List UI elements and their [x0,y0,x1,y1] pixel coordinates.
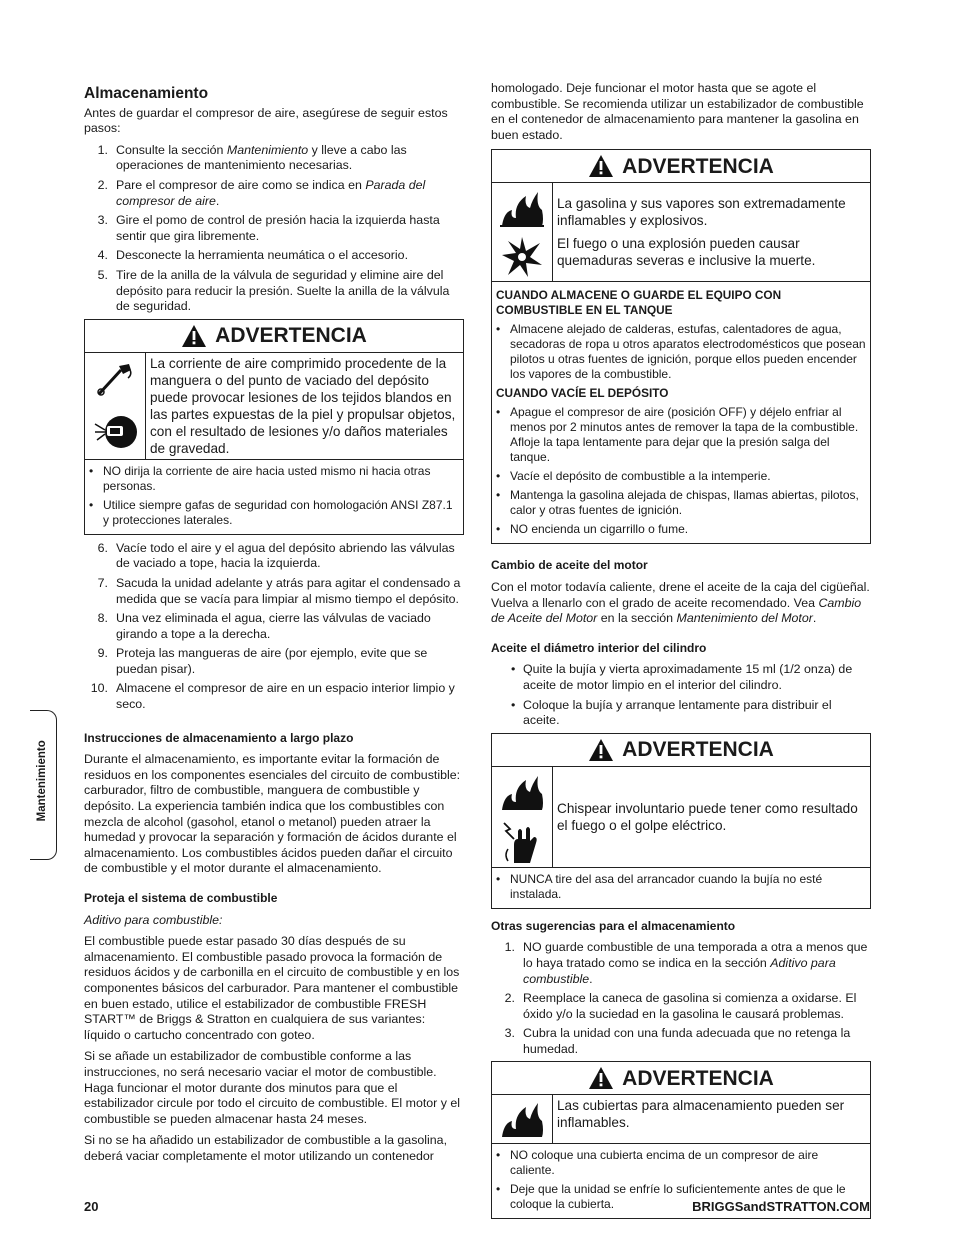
warning-box-cover [491,1061,871,1219]
warning-header [492,734,870,767]
other-tips-heading: Otras sugerencias para el almacenamiento [491,918,736,933]
warning-title: ADVERTENCIA [215,323,367,347]
step-item: 10. Almacene el compresor de aire en un espacio interior limpio y seco. [90,681,455,712]
page-number: 20 [84,1199,99,1214]
step-item: 9. Proteja las mangueras de aire (por ejemplo, evite que se puedan pisar). [97,646,428,676]
step-item: 8. Una vez eliminada el agua, cierre las válvulas de vaciado girando a tope a la derecha. [97,611,431,641]
step-item: 2. Reemplace la caneca de gasolina si comienza a oxidarse. El óxido y/o la suciedad en la gasolina le causará problemas. [504,991,857,1021]
step-item: 1. NO guarde combustible de una temporada a otra a menos que lo haya tratado como se indica en la sección Aditivo para combustible. [504,940,868,986]
warning-bullet: • Mantenga la gasolina alejada de chispas, llamas abiertas, pilotos, calor y otras fuentes de ignición. [496,488,866,518]
long-term-heading: Instrucciones de almacenamiento a largo plazo [84,730,354,745]
other-tips-steps [491,940,871,1057]
warning-bullet: • NUNCA tire del asa del arrancador cuando la bujía no esté instalada. [496,872,866,902]
warning-bullet: • Apague el compresor de aire (posición OFF) y déjelo enfriar al menos por 2 minutos antes de remover la tapa de la combustible. Afloje la tapa lentamente para dejar que la presión salga del tanque. [496,405,866,465]
storage-steps-a [84,143,464,315]
step-item: 1. Consulte la sección Mantenimiento y lleve a cabo las operaciones de mantenimiento necesarias. [97,142,407,173]
storage-steps-b [84,541,464,713]
continued-text: homologado. Deje funcionar el motor hasta que se agote el combustible. Se recomienda utilizar un estabilizador de combustible en el contenedor de almacenamiento para mantener la gasolina en buen estado. [491,81,864,142]
step-item: 6. Vacíe todo el aire y el agua del depósito abriendo las válvulas de vaciado a tope, hacia la izquierda. [97,540,455,571]
cylinder-bullet: • Quite la bujía y vierta aproximadamente 15 ml (1/2 onza) de aceite de motor limpio en el interior del cilindro. [491,662,871,693]
fire-icon [492,767,552,817]
warning-triangle-icon [181,324,207,348]
air-hose-injury-icon [85,353,145,406]
warning-triangle-icon [588,1066,614,1090]
warning-bullet: • NO coloque una cubierta encima de un compresor de aire caliente. [496,1148,866,1178]
cylinder-heading: Aceite el diámetro interior del cilindro [491,640,707,655]
right-column [491,81,871,1219]
warning-subheading: CUANDO VACÍE EL DEPÓSITO [496,386,669,401]
warning-text: Las cubiertas para almacenamiento pueden ser inflamables. [557,1098,845,1131]
warning-bullet: • Vacíe el depósito de combustible a la intemperie. [496,469,866,484]
oil-change-heading: Cambio de aceite del motor [491,558,648,573]
warning-triangle-icon [588,738,614,762]
warning-box-fuel [491,149,871,544]
warning-bullet: • Almacene alejado de calderas, estufas, calentadores de agua, secadoras de ropa u otros aparatos electrodomésticos que posean pilotos u otras fuentes de ignición, porque ellos pueden encender los vapores de la combustible. [496,322,866,382]
electric-shock-icon [492,817,552,867]
warning-box-spark [491,733,871,909]
section-tab-label: Mantenimiento [36,740,49,822]
warning-text: Chispear involuntario puede tener como resultado el fuego o el golpe eléctrico. [557,800,858,833]
left-column [84,86,464,1165]
step-item: 3. Gire el pomo de control de presión hacia la izquierda hasta sentir que gira libremente. [97,213,440,243]
long-term-text: Durante el almacenamiento, es importante evitar la formación de residuos en los componentes esenciales del circuito de combustible: carburador, filtro de combustible, manguera de combustible y depósito. La experiencia también indica que los combustibles con mezcla de alcohol (gasohol, etanol o metanol) pueden atraer la humedad y provocar la separación y formación de ácidos durante el almacenamiento. Los combustibles ácidos pueden dañar el circuito de combustible y el motor durante el almacenamiento. [84,752,461,876]
warning-bullet: • Utilice siempre gafas de seguridad con homologación ANSI Z87.1 y protecciones laterales. [89,498,459,528]
fire-icon [492,1095,552,1143]
step-item: 5. Tire de la anilla de la válvula de seguridad y elimine aire del depósito para reducir la presión. Suelte la anilla de la válvula de seguridad. [97,267,450,314]
eye-protection-icon [85,406,145,459]
step-item: 4. Desconecte la herramienta neumática o el accesorio. [97,248,409,263]
warning-header [492,1062,870,1095]
explosion-icon [492,232,552,281]
warning-bullet: • Deje que la unidad se enfríe lo suficientemente antes de que le coloque la cubierta. [496,1182,866,1212]
warning-header [492,150,870,183]
section-title: Almacenamiento [84,85,209,102]
fuel-paragraph-1: El combustible puede estar pasado 30 días después de su almacenamiento. El combustible pasado provoca la formación de residuos ácidos y de carbonilla en el circuito de combustible y en los componentes básicos del carburador. Para mantener el combustible en buen estado, utilice el estabilizador de combustible FRESH START™ de Briggs & Stratton en cualquiera de sus variantes: líquido o cartucho concentrado con goteo. [84,934,460,1042]
fuel-system-heading: Proteja el sistema de combustible [84,891,278,905]
warning-title: ADVERTENCIA [622,737,774,761]
step-item: 7. Sacuda la unidad adelante y atrás para agitar el condensado a medida que se vacía para limpiar al mismo tiempo el depósito. [97,575,461,606]
fire-icon [492,183,552,232]
cylinder-bullet: • Coloque la bujía y arranque lentamente para distribuir el aceite. [491,698,871,729]
warning-subheading: CUANDO ALMACENE O GUARDE EL EQUIPO CON COMBUSTIBLE EN EL TANQUE [496,288,782,318]
oil-change-text: Con el motor todavía caliente, drene el aceite de la caja del cigüeñal. Vuelva a llenarlo con el grado de aceite recomendado. Vea Cambio de Aceite del Motor en la sección Mantenimiento del Motor. [491,579,870,626]
warning-header [85,320,463,353]
step-item: 2. Pare el compresor de aire como se indica en Parada del compresor de aire. [97,177,426,208]
warning-text: La corriente de aire comprimido procedente de la manguera o del punto de vaciado del depósito puede provocar lesiones de los tejidos blandos en las partes expuestas de la piel y propulsar objetos, con el resultado de lesiones y/o daños materiales de gravedad. [150,355,456,456]
warning-text: La gasolina y sus vapores son extremadamente inflamables y explosivos. [557,196,846,229]
section-side-tab [30,710,57,860]
warning-title: ADVERTENCIA [622,154,774,178]
fuel-paragraph-2: Si se añade un estabilizador de combustible conforme a las instrucciones, no será necesario vaciar el motor de combustible. Haga funcionar el motor durante dos minutos para que el estabilizador circule por todo el circuito de combustible. El motor y el combustible se pueden almacenar hasta 24 meses. [84,1049,461,1126]
warning-bullet: • NO encienda un cigarrillo o fume. [496,522,866,537]
warning-box-air [84,319,464,535]
fuel-additive-subheading: Aditivo para combustible: [84,912,223,927]
warning-bullet: • NO dirija la corriente de aire hacia usted mismo ni hacia otras personas. [89,464,459,494]
intro-text: Antes de guardar el compresor de aire, asegúrese de seguir estos pasos: [84,105,448,136]
website-url: BRIGGSandSTRATTON.COM [692,1199,870,1214]
warning-text: El fuego o una explosión pueden causar quemaduras severas e inclusive la muerte. [557,236,816,269]
step-item: 3. Cubra la unidad con una funda adecuada que no retenga la humedad. [504,1026,851,1056]
fuel-paragraph-3: Si no se ha añadido un estabilizador de combustible a la gasolina, deberá vaciar completamente el motor utilizando un contenedor [84,1133,448,1163]
warning-triangle-icon [588,154,614,178]
warning-title: ADVERTENCIA [622,1066,774,1090]
